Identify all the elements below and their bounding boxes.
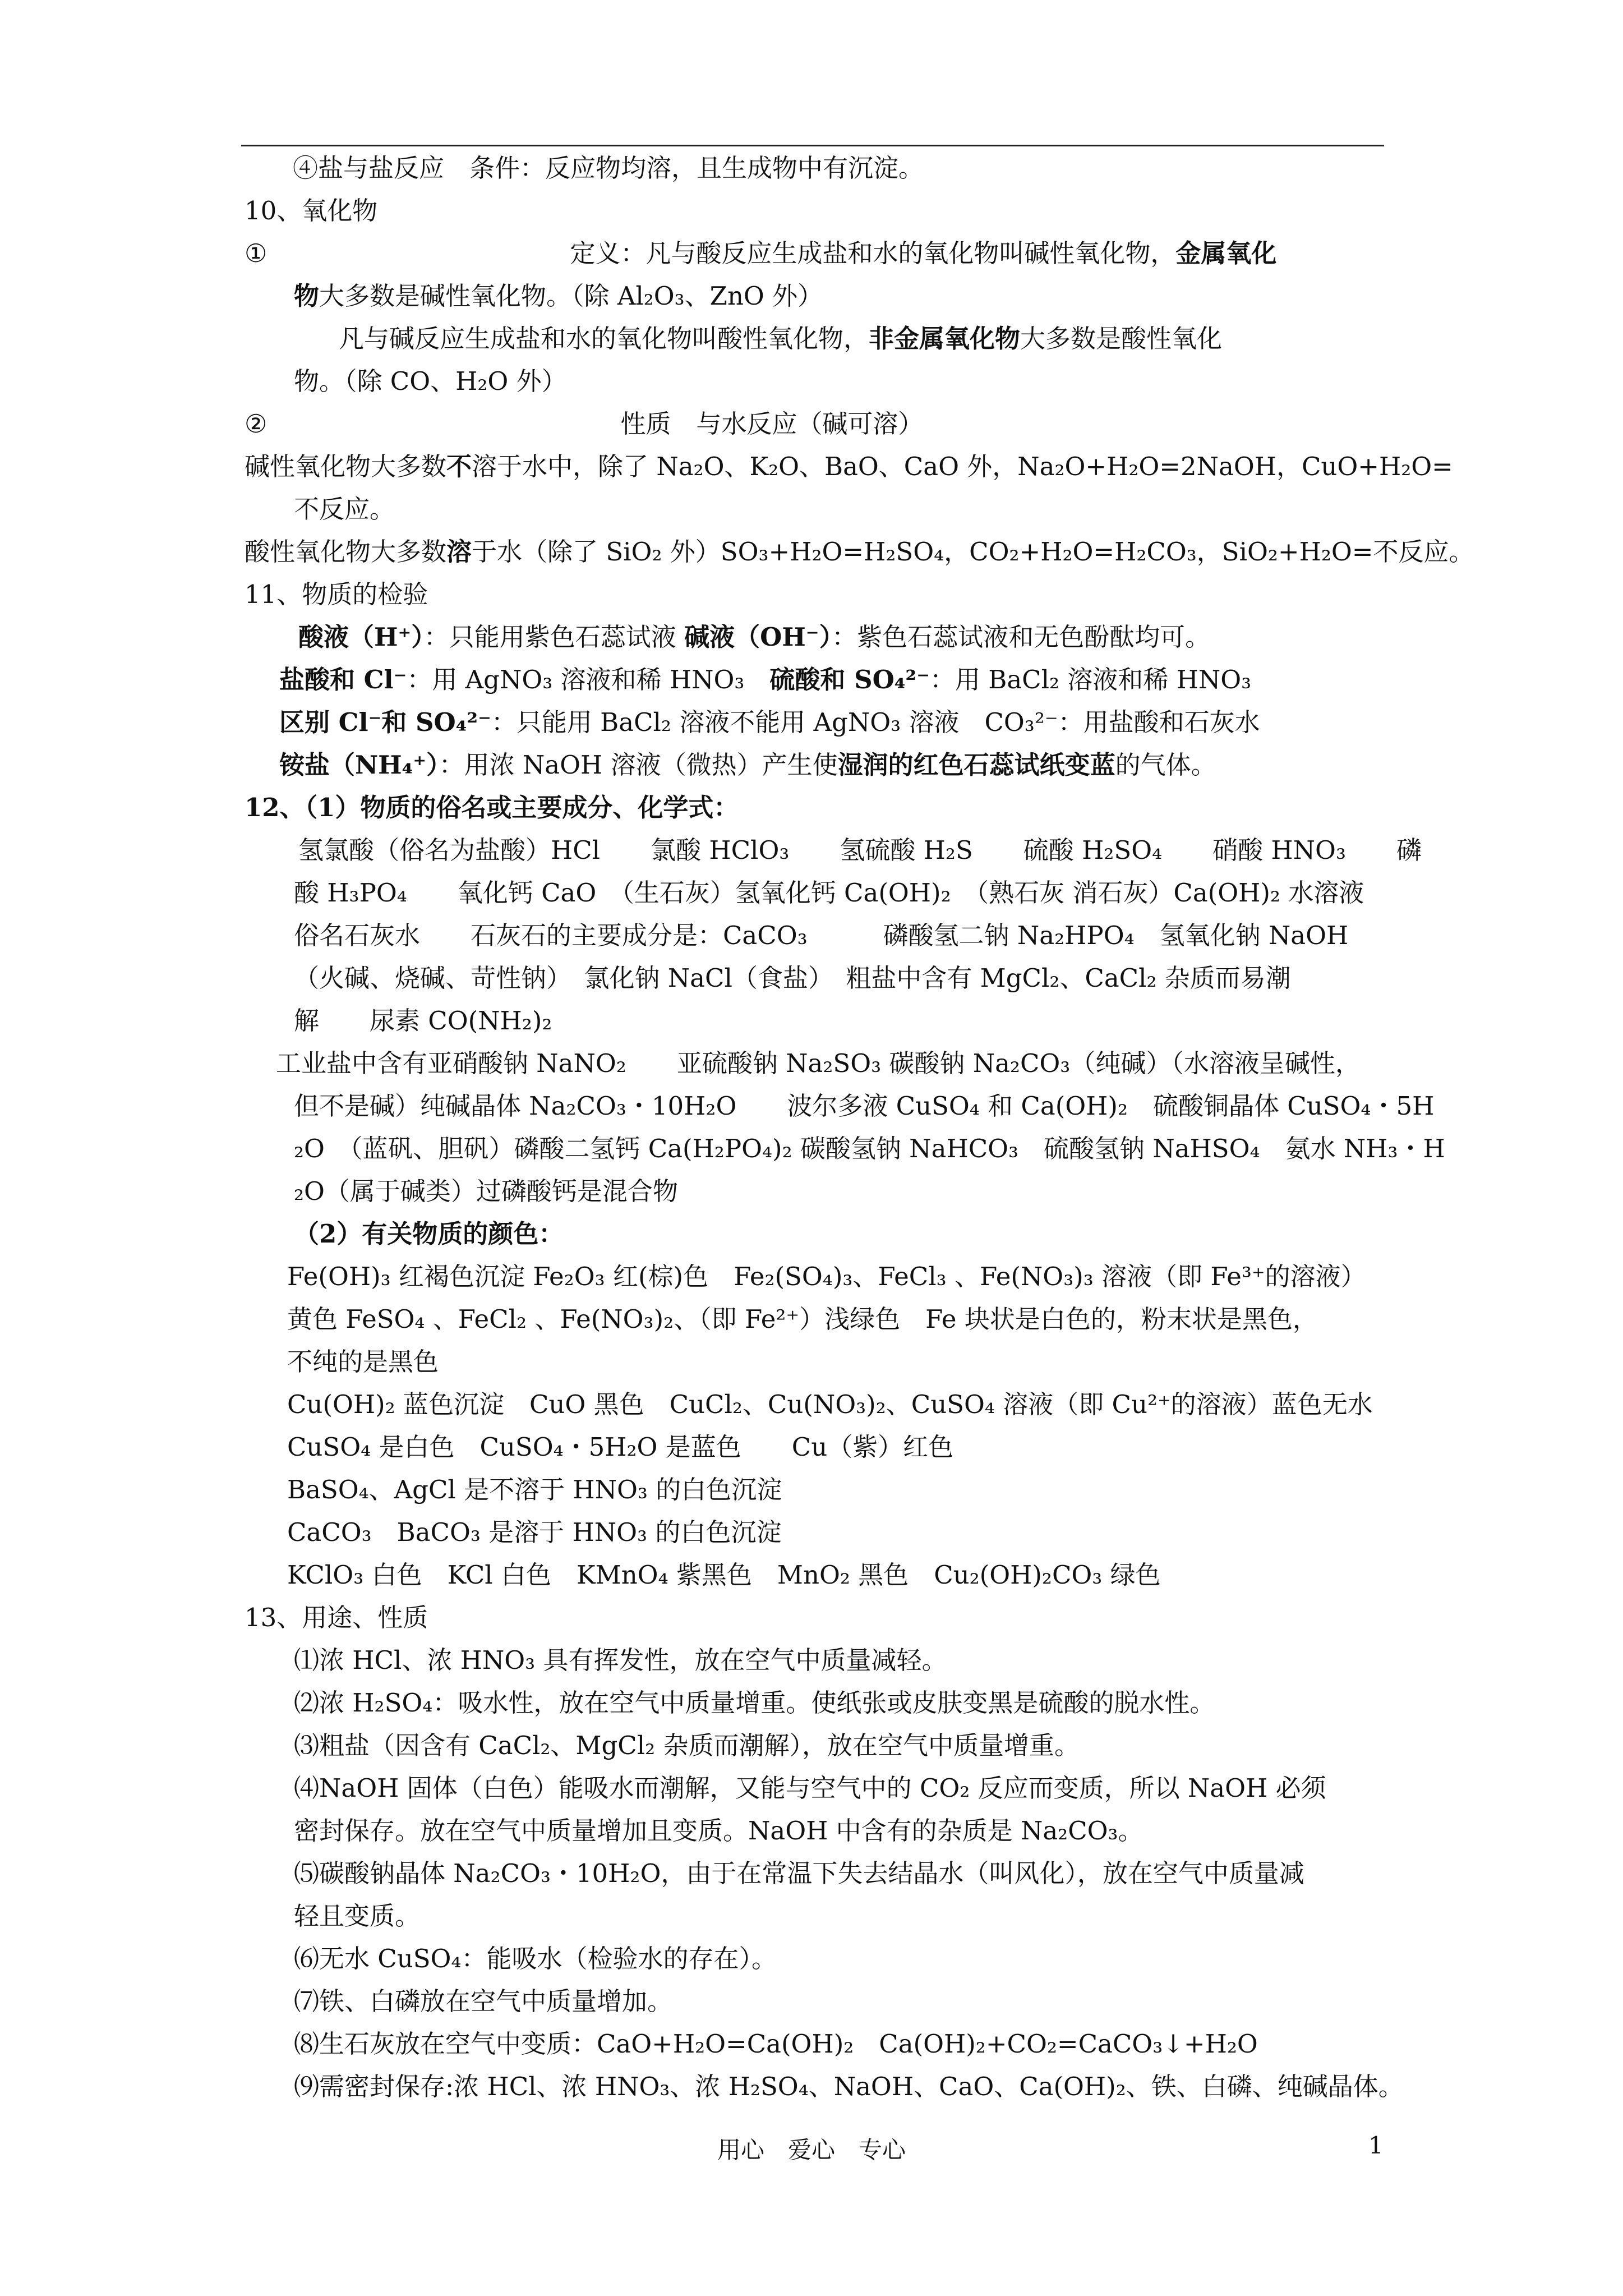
text-line: 不纯的是黑色 bbox=[287, 1347, 439, 1377]
document-body bbox=[245, 147, 1474, 2108]
text-line: BaSO₄、AgCl 是不溶于 HNO₃ 的白色沉淀 bbox=[287, 1475, 782, 1504]
text-line: CuSO₄ 是白色 CuSO₄・5H₂O 是蓝色 Cu（紫）红色 bbox=[287, 1432, 954, 1462]
bold-span: 盐酸和 Cl⁻ bbox=[279, 665, 407, 694]
text-line: 俗名石灰水 石灰石的主要成分是：CaCO₃ 磷酸氢二钠 Na₂HPO₄ 氢氧化钠 NaOH bbox=[294, 921, 1349, 950]
text-line bbox=[245, 318, 1383, 360]
text-line: 物。（除 CO、H₂O 外） bbox=[294, 366, 567, 396]
text-line: Cu(OH)₂ 蓝色沉淀 CuO 黑色 CuCl₂、Cu(NO₃)₂、CuSO₄ 溶液（即 Cu²⁺的溶液）蓝色无水 bbox=[287, 1389, 1373, 1419]
text-span: ：紫色石蕊试液和无色酚酞均可。 bbox=[832, 622, 1211, 652]
bold-span: 酸液（H⁺） bbox=[298, 622, 424, 652]
text-line: KClO₃ 白色 KCl 白色 KMnO₄ 紫黑色 MnO₂ 黑色 Cu₂(OH)₂CO₃ 绿色 bbox=[287, 1560, 1161, 1590]
text-span: 大多数是酸性氧化 bbox=[1020, 324, 1223, 353]
text-line: 黄色 FeSO₄ 、FeCl₂ 、Fe(NO₃)₂、（即 Fe²⁺）浅绿色 Fe 块状是白色的，粉末状是黑色， bbox=[287, 1304, 1318, 1334]
bold-span: 金属氧化 bbox=[1175, 238, 1277, 268]
text-span: 凡与碱反应生成盐和水的氧化物叫酸性氧化物， bbox=[339, 324, 869, 353]
section-heading: 11、物质的检验 bbox=[245, 579, 428, 609]
list-item: 轻且变质。 bbox=[294, 1901, 421, 1931]
list-marker: ② bbox=[245, 409, 268, 439]
text-line: 工业盐中含有亚硝酸钠 NaNO₂ 亚硫酸钠 Na₂SO₃ 碳酸钠 Na₂CO₃（纯碱）（水溶液呈碱性， bbox=[276, 1048, 1361, 1078]
text-line: （火碱、烧碱、苛性钠） 氯化钠 NaCl（食盐） 粗盐中含有 MgCl₂、CaCl₂ 杂质而易潮 bbox=[294, 963, 1291, 993]
header-rule bbox=[241, 145, 1384, 146]
text-line: 但不是碱）纯碱晶体 Na₂CO₃・10H₂O 波尔多液 CuSO₄ 和 Ca(OH)₂ 硫酸铜晶体 CuSO₄・5H bbox=[294, 1091, 1435, 1121]
bold-span: 区别 Cl⁻和 SO₄²⁻ bbox=[279, 707, 491, 737]
section-heading: 13、用途、性质 bbox=[245, 1603, 428, 1632]
text-span: 于水（除了 SiO₂ 外）SO₃+H₂O=H₂SO₄，CO₂+H₂O=H₂CO₃，SiO₂+H₂O=不反应。 bbox=[472, 537, 1474, 567]
text-line bbox=[245, 701, 1383, 744]
text-line: 氢氯酸（俗名为盐酸）HCl 氯酸 HClO₃ 氢硫酸 H₂S 硫酸 H₂SO₄ 硝酸 HNO₃ 磷 bbox=[298, 835, 1422, 865]
list-item: ⑶粗盐（因含有 CaCl₂、MgCl₂ 杂质而潮解），放在空气中质量增重。 bbox=[294, 1731, 1080, 1760]
text-span: 酸性氧化物大多数 bbox=[245, 537, 447, 567]
list-item: ⑻生石灰放在空气中变质：CaO+H₂O=Ca(OH)₂ Ca(OH)₂+CO₂=CaCO₃↓+H₂O bbox=[294, 2029, 1258, 2059]
text-line bbox=[245, 659, 1383, 701]
list-item: ⑼需密封保存:浓 HCl、浓 HNO₃、浓 H₂SO₄、NaOH、CaO、Ca(OH)₂、铁、白磷、纯碱晶体。 bbox=[294, 2072, 1404, 2101]
text-span: 溶于水中，除了 Na₂O、K₂O、BaO、CaO 外，Na₂O+H₂O=2NaOH，CuO+H₂O= bbox=[472, 452, 1453, 481]
text-line bbox=[245, 403, 1383, 445]
subsection-heading: （2）有关物质的颜色： bbox=[294, 1219, 564, 1249]
bold-span: 非金属氧化物 bbox=[869, 324, 1021, 353]
bold-span: 溶 bbox=[446, 537, 472, 567]
bold-span: 铵盐（NH₄⁺） bbox=[279, 750, 439, 780]
text-span: 大多数是碱性氧化物。（除 Al₂O₃、ZnO 外） bbox=[319, 281, 823, 311]
bold-span: 湿润的红色石蕊试纸变蓝 bbox=[837, 750, 1115, 780]
list-item: ⑺铁、白磷放在空气中质量增加。 bbox=[294, 1986, 673, 2016]
bold-span: 不 bbox=[446, 452, 472, 481]
text-line bbox=[245, 616, 1383, 659]
section-heading: 12、（1）物质的俗名或主要成分、化学式： bbox=[245, 793, 739, 822]
text-span: 的气体。 bbox=[1115, 750, 1216, 780]
text-span: 定义：凡与酸反应生成盐和水的氧化物叫碱性氧化物， bbox=[570, 238, 1176, 268]
text-line: Fe(OH)₃ 红褐色沉淀 Fe₂O₃ 红(棕)色 Fe₂(SO₄)₃、FeCl₃ 、Fe(NO₃)₃ 溶液（即 Fe³⁺的溶液） bbox=[287, 1262, 1366, 1291]
list-item: ⑹无水 CuSO₄：能吸水（检验水的存在）。 bbox=[294, 1944, 777, 1973]
text-line: CaCO₃ BaCO₃ 是溶于 HNO₃ 的白色沉淀 bbox=[287, 1517, 782, 1547]
list-item: ⑴浓 HCl、浓 HNO₃ 具有挥发性，放在空气中质量减轻。 bbox=[294, 1645, 947, 1675]
list-marker: ① bbox=[245, 238, 268, 268]
text-line: 不反应。 bbox=[294, 494, 395, 524]
text-line bbox=[245, 531, 1474, 573]
text-line bbox=[245, 275, 1383, 318]
text-span: 碱性氧化物大多数 bbox=[245, 452, 447, 481]
text-line bbox=[245, 232, 1383, 275]
text-line bbox=[245, 744, 1383, 786]
text-line: ④盐与盐反应 条件：反应物均溶，且生成物中有沉淀。 bbox=[293, 153, 924, 183]
text-line: 酸 H₃PO₄ 氧化钙 CaO （生石灰）氢氧化钙 Ca(OH)₂ （熟石灰 消石灰）Ca(OH)₂ 水溶液 bbox=[294, 878, 1364, 908]
bold-span: 碱液（OH⁻） bbox=[684, 622, 832, 652]
text-span: ：只能用 BaCl₂ 溶液不能用 AgNO₃ 溶液 CO₃²⁻：用盐酸和石灰水 bbox=[491, 707, 1260, 737]
text-span: ：用 BaCl₂ 溶液和稀 HNO₃ bbox=[929, 665, 1252, 694]
bold-span: 硫酸和 SO₄²⁻ bbox=[769, 665, 930, 694]
text-line bbox=[245, 445, 1453, 488]
text-line: ₂O（属于碱类）过磷酸钙是混合物 bbox=[294, 1176, 678, 1206]
bold-span: 物 bbox=[294, 281, 320, 311]
text-line: ₂O （蓝矾、胆矾）磷酸二氢钙 Ca(H₂PO₄)₂ 碳酸氢钠 NaHCO₃ 硫酸氢钠 NaHSO₄ 氨水 NH₃・H bbox=[294, 1134, 1445, 1163]
list-item: ⑵浓 H₂SO₄：吸水性，放在空气中质量增重。使纸张或皮肤变黑是硫酸的脱水性。 bbox=[294, 1688, 1215, 1718]
page-number: 1 bbox=[1368, 2132, 1384, 2159]
page-footer: 用心 爱心 专心 bbox=[717, 2136, 906, 2164]
text-line: 解 尿素 CO(NH₂)₂ bbox=[294, 1006, 552, 1036]
text-span: ：只能用紫色石蕊试液 bbox=[423, 622, 685, 652]
text-span: ：用 AgNO₃ 溶液和稀 HNO₃ bbox=[407, 665, 770, 694]
text-span: 性质 与水反应（碱可溶） bbox=[620, 409, 924, 439]
list-item: ⑸碳酸钠晶体 Na₂CO₃・10H₂O，由于在常温下失去结晶水（叫风化），放在空气中质量减 bbox=[294, 1858, 1304, 1888]
list-item: 密封保存。放在空气中质量增加且变质。NaOH 中含有的杂质是 Na₂CO₃。 bbox=[294, 1816, 1144, 1846]
list-item: ⑷NaOH 固体（白色）能吸水而潮解，又能与空气中的 CO₂ 反应而变质，所以 NaOH 必须 bbox=[294, 1773, 1326, 1803]
text-span: ：用浓 NaOH 溶液（微热）产生使 bbox=[439, 750, 838, 780]
section-heading: 10、氧化物 bbox=[245, 196, 378, 226]
